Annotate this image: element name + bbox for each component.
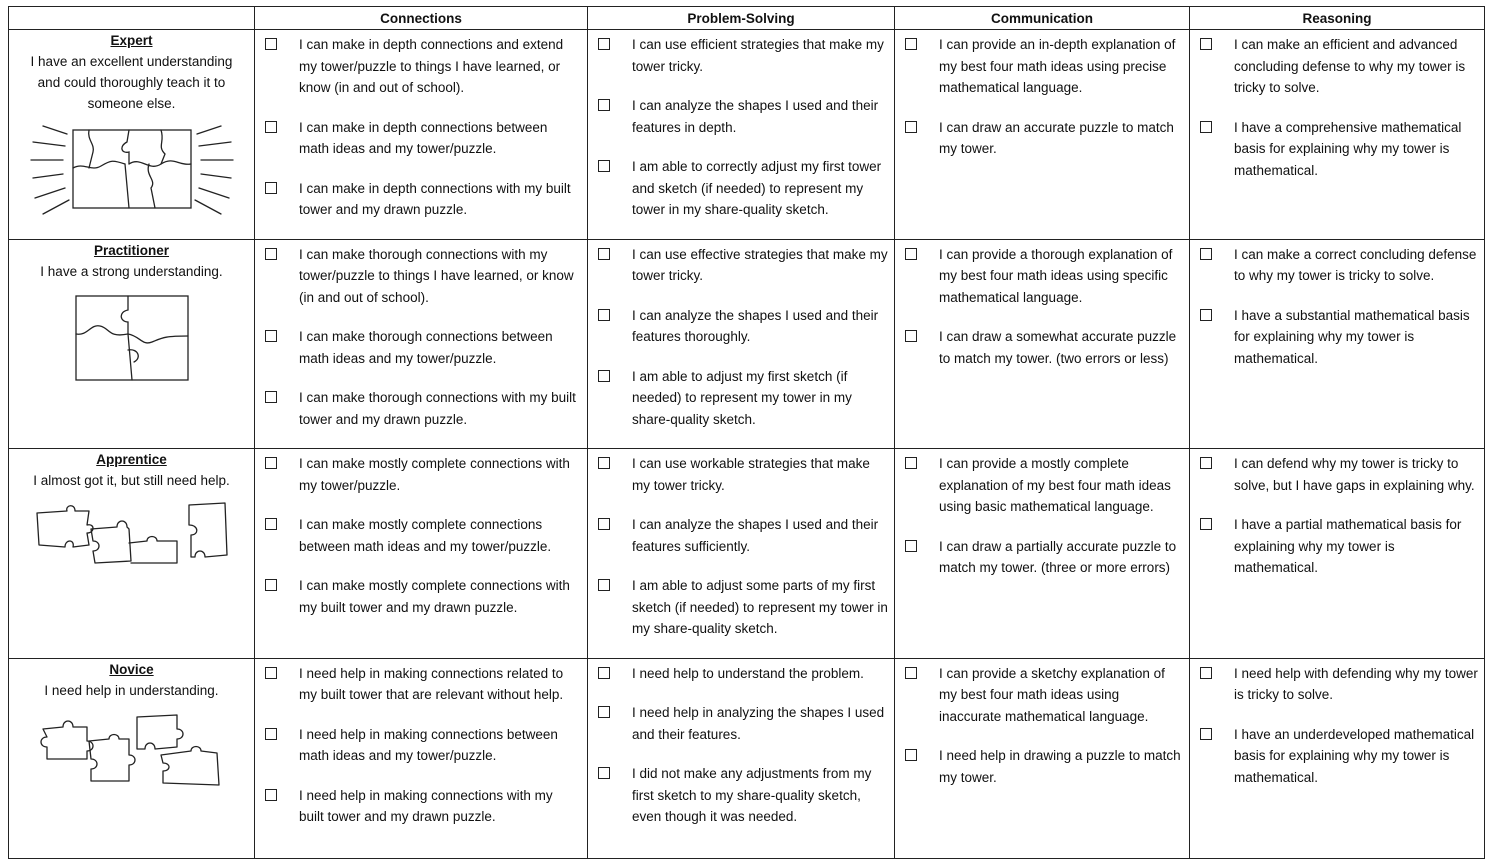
criterion-item[interactable]: I can make a correct concluding defense to why my tower is tricky to solve. — [1200, 244, 1478, 287]
checkbox[interactable] — [598, 518, 610, 530]
level-description: I have an excellent understanding and could thoroughly teach it to someone else. — [30, 54, 233, 111]
criterion-item[interactable]: I need help in analyzing the shapes I used and their features. — [598, 702, 888, 745]
checkbox[interactable] — [1200, 728, 1212, 740]
checkbox[interactable] — [598, 706, 610, 718]
header-empty — [9, 7, 255, 30]
cell-connections — [255, 30, 588, 240]
criterion-item[interactable]: I did not make any adjustments from my first sketch to my share-quality sketch, even though it was needed. — [598, 763, 888, 828]
cell-connections — [255, 449, 588, 659]
checkbox[interactable] — [1200, 248, 1212, 260]
scattered-puzzle-pieces-icon — [37, 711, 227, 787]
level-name: Practitioner — [93, 242, 170, 258]
criterion-item[interactable]: I can make thorough connections with my built tower and my drawn puzzle. — [265, 387, 581, 430]
checkbox[interactable] — [265, 121, 277, 133]
criterion-item[interactable]: I need help in making connections related to my built tower that are relevant without help. — [265, 663, 581, 706]
criterion-item[interactable]: I have an underdeveloped mathematical basis for explaining why my tower is mathematical. — [1200, 724, 1478, 789]
checkbox[interactable] — [905, 457, 917, 469]
criterion-item[interactable]: I can use efficient strategies that make my tower tricky. — [598, 34, 888, 77]
criterion-item[interactable]: I have a comprehensive mathematical basis for explaining why my tower is mathematical. — [1200, 117, 1478, 182]
cell-reasoning — [1190, 239, 1485, 449]
checkbox[interactable] — [265, 667, 277, 679]
checkbox[interactable] — [905, 330, 917, 342]
cell-reasoning — [1190, 30, 1485, 240]
checkbox[interactable] — [598, 667, 610, 679]
checkbox[interactable] — [1200, 518, 1212, 530]
criterion-item[interactable]: I can draw a partially accurate puzzle to match my tower. (three or more errors) — [905, 536, 1183, 579]
checkbox[interactable] — [265, 789, 277, 801]
criterion-item[interactable]: I can analyze the shapes I used and their features thoroughly. — [598, 305, 888, 348]
criterion-item[interactable]: I can analyze the shapes I used and their features sufficiently. — [598, 514, 888, 557]
checkbox[interactable] — [905, 540, 917, 552]
checkbox[interactable] — [1200, 121, 1212, 133]
level-description: I have a strong understanding. — [40, 263, 223, 279]
criterion-item[interactable]: I can make mostly complete connections with my tower/puzzle. — [265, 453, 581, 496]
level-description: I almost got it, but still need help. — [33, 473, 230, 488]
rubric-row-expert — [9, 30, 1485, 240]
criterion-item[interactable]: I can provide an in-depth explanation of my best four math ideas using precise mathematical language. — [905, 34, 1183, 99]
cell-reasoning — [1190, 658, 1485, 858]
cell-problem-solving — [588, 449, 895, 659]
criterion-item[interactable]: I am able to adjust some parts of my first sketch (if needed) to represent my tower in my share-quality sketch. — [598, 575, 888, 640]
checkbox[interactable] — [905, 121, 917, 133]
complete-puzzle-with-rays-icon — [29, 124, 235, 216]
rubric-row-apprentice — [9, 449, 1485, 659]
header-reasoning: Reasoning — [1190, 7, 1485, 30]
cell-problem-solving — [588, 239, 895, 449]
header-row — [9, 7, 1485, 30]
cell-problem-solving — [588, 30, 895, 240]
criterion-item[interactable]: I need help in making connections between math ideas and my tower/puzzle. — [265, 724, 581, 767]
cell-connections — [255, 658, 588, 858]
criterion-item[interactable]: I can make thorough connections between math ideas and my tower/puzzle. — [265, 326, 581, 369]
checkbox[interactable] — [265, 391, 277, 403]
rubric-row-novice — [9, 658, 1485, 858]
criterion-item[interactable]: I need help in drawing a puzzle to match my tower. — [905, 745, 1183, 788]
level-name: Novice — [109, 661, 154, 677]
checkbox[interactable] — [598, 160, 610, 172]
criterion-item[interactable]: I can make thorough connections with my tower/puzzle to things I have learned, or know (in and out of school). — [265, 244, 581, 309]
checkbox[interactable] — [598, 99, 610, 111]
criterion-item[interactable]: I need help in making connections with my built tower and my drawn puzzle. — [265, 785, 581, 828]
four-piece-puzzle-icon — [72, 292, 192, 384]
cell-communication — [895, 658, 1190, 858]
cell-connections — [255, 239, 588, 449]
level-description: I need help in understanding. — [44, 682, 219, 698]
level-name: Expert — [110, 33, 153, 48]
criterion-item[interactable]: I can provide a mostly complete explanation of my best four math ideas using basic mathematical language. — [905, 453, 1183, 518]
checkbox[interactable] — [1200, 457, 1212, 469]
criterion-item[interactable]: I can make an efficient and advanced concluding defense to why my tower is tricky to solve. — [1200, 34, 1478, 99]
criterion-item[interactable]: I have a substantial mathematical basis for explaining why my tower is mathematical. — [1200, 305, 1478, 370]
level-cell — [9, 449, 255, 659]
header-connections: Connections — [255, 7, 588, 30]
criterion-item[interactable]: I can provide a thorough explanation of my best four math ideas using specific mathematical language. — [905, 244, 1183, 309]
cell-communication — [895, 449, 1190, 659]
cell-communication — [895, 239, 1190, 449]
criterion-item[interactable]: I can make in depth connections between math ideas and my tower/puzzle. — [265, 117, 581, 160]
criterion-item[interactable]: I have a partial mathematical basis for explaining why my tower is mathematical. — [1200, 514, 1478, 579]
criterion-item[interactable]: I can make in depth connections with my built tower and my drawn puzzle. — [265, 178, 581, 221]
criterion-item[interactable]: I can use workable strategies that make my tower tricky. — [598, 453, 888, 496]
checkbox[interactable] — [1200, 309, 1212, 321]
criterion-item[interactable]: I can provide a sketchy explanation of my best four math ideas using inaccurate mathematical language. — [905, 663, 1183, 728]
checkbox[interactable] — [598, 579, 610, 591]
header-problem-solving: Problem-Solving — [588, 7, 895, 30]
checkbox[interactable] — [905, 749, 917, 761]
checkbox[interactable] — [905, 38, 917, 50]
checkbox[interactable] — [265, 330, 277, 342]
header-communication: Communication — [895, 7, 1190, 30]
checkbox[interactable] — [1200, 38, 1212, 50]
criterion-item[interactable]: I need help to understand the problem. — [598, 663, 888, 685]
rubric-row-practitioner — [9, 239, 1485, 449]
checkbox[interactable] — [598, 457, 610, 469]
checkbox[interactable] — [905, 248, 917, 260]
checkbox[interactable] — [265, 728, 277, 740]
level-cell — [9, 239, 255, 449]
partial-puzzle-pieces-icon — [29, 501, 235, 571]
level-cell — [9, 30, 255, 240]
checkbox[interactable] — [265, 457, 277, 469]
checkbox[interactable] — [598, 38, 610, 50]
checkbox[interactable] — [1200, 667, 1212, 679]
criterion-item[interactable]: I can use effective strategies that make my tower tricky. — [598, 244, 888, 287]
checkbox[interactable] — [598, 767, 610, 779]
criterion-item[interactable]: I can defend why my tower is tricky to solve, but I have gaps in explaining why. — [1200, 453, 1478, 496]
criterion-item[interactable]: I can make mostly complete connections between math ideas and my tower/puzzle. — [265, 514, 581, 557]
criterion-item[interactable]: I can analyze the shapes I used and their features in depth. — [598, 95, 888, 138]
checkbox[interactable] — [598, 248, 610, 260]
level-name: Apprentice — [96, 452, 167, 467]
checkbox[interactable] — [905, 667, 917, 679]
checkbox[interactable] — [598, 370, 610, 382]
criterion-item[interactable]: I am able to correctly adjust my first tower and sketch (if needed) to represent my tower in my share-quality sketch. — [598, 156, 888, 221]
checkbox[interactable] — [598, 309, 610, 321]
criterion-item[interactable]: I need help with defending why my tower is tricky to solve. — [1200, 663, 1478, 706]
rubric-table — [8, 6, 1485, 859]
checkbox[interactable] — [265, 38, 277, 50]
cell-reasoning — [1190, 449, 1485, 659]
cell-communication — [895, 30, 1190, 240]
checkbox[interactable] — [265, 518, 277, 530]
criterion-item[interactable]: I can draw an accurate puzzle to match my tower. — [905, 117, 1183, 160]
cell-problem-solving — [588, 658, 895, 858]
level-cell — [9, 658, 255, 858]
criterion-item[interactable]: I am able to adjust my first sketch (if needed) to represent my tower in my share-quality sketch. — [598, 366, 888, 431]
criterion-item[interactable]: I can draw a somewhat accurate puzzle to match my tower. (two errors or less) — [905, 326, 1183, 369]
criterion-item[interactable]: I can make in depth connections and extend my tower/puzzle to things I have learned, or know (in and out of school). — [265, 34, 581, 99]
criterion-item[interactable]: I can make mostly complete connections with my built tower and my drawn puzzle. — [265, 575, 581, 618]
checkbox[interactable] — [265, 182, 277, 194]
checkbox[interactable] — [265, 579, 277, 591]
checkbox[interactable] — [265, 248, 277, 260]
